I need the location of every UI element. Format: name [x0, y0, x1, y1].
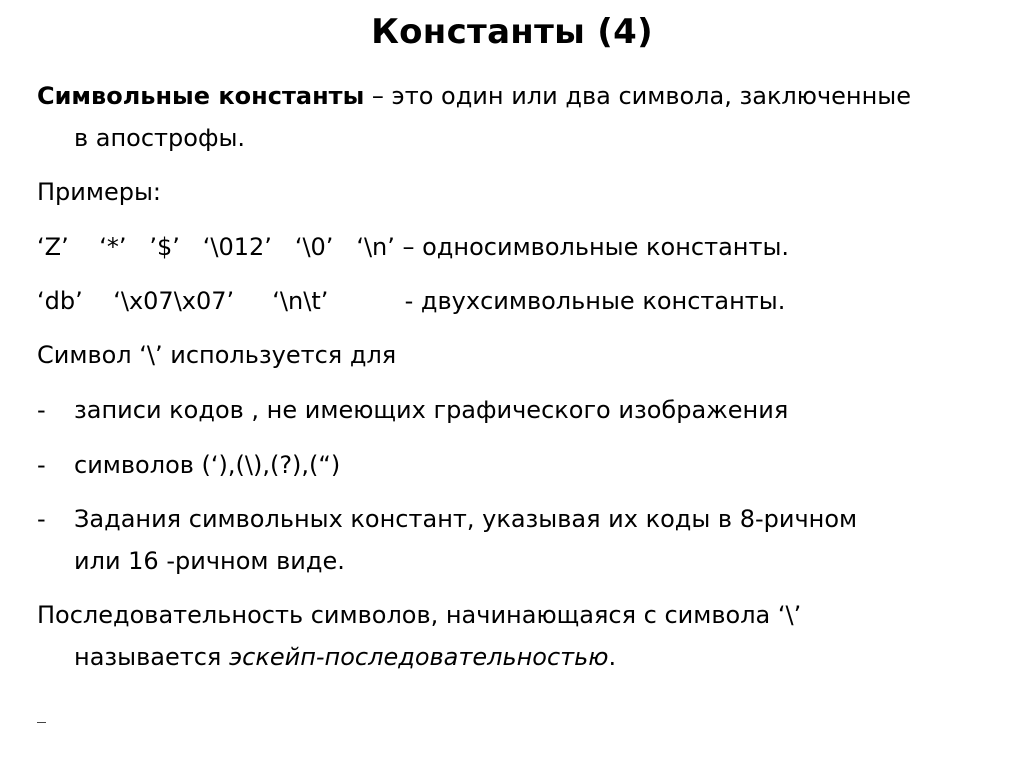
- example-single-char: ‘Z’ ‘*’ ’$’ ‘\012’ ‘\0’ ‘\n’ – односимвольные константы.: [37, 233, 790, 261]
- escape-line-2: [74, 642, 616, 672]
- slide-title: Константы (4): [371, 12, 653, 52]
- definition-line-1: [37, 81, 911, 111]
- escape-line-1: Последовательность символов, начинающаяся с символа ‘\’: [37, 601, 802, 629]
- bullet-text: Задания символьных констант, указывая их коды в 8-ричном: [74, 505, 858, 533]
- footer-mark: [37, 722, 46, 723]
- escape-suffix: .: [608, 643, 617, 671]
- definition-line-2: в апострофы.: [74, 124, 246, 152]
- bullet-dash: -: [37, 505, 46, 533]
- bullet-item: [37, 395, 788, 425]
- bullet-text: символов (‘),(\),(?),(“): [74, 451, 341, 479]
- bullet-dash: -: [37, 396, 46, 424]
- definition-term: Символьные константы: [37, 82, 365, 110]
- bullet-continuation: или 16 -ричном виде.: [74, 547, 345, 575]
- backslash-intro: Символ ‘\’ используется для: [37, 341, 397, 369]
- bullet-item: [37, 450, 340, 480]
- examples-label: Примеры:: [37, 178, 162, 206]
- bullet-dash: -: [37, 451, 46, 479]
- example-double-char: ‘db’ ‘\x07\x07’ ‘\n\t’ - двухсимвольные константы.: [37, 287, 786, 315]
- bullet-text: записи кодов , не имеющих графического изображения: [74, 396, 789, 424]
- definition-text: – это один или два символа, заключенные: [364, 82, 912, 110]
- escape-prefix: называется: [74, 643, 229, 671]
- escape-term: эскейп-последовательностью: [228, 643, 609, 671]
- bullet-item: [37, 504, 857, 534]
